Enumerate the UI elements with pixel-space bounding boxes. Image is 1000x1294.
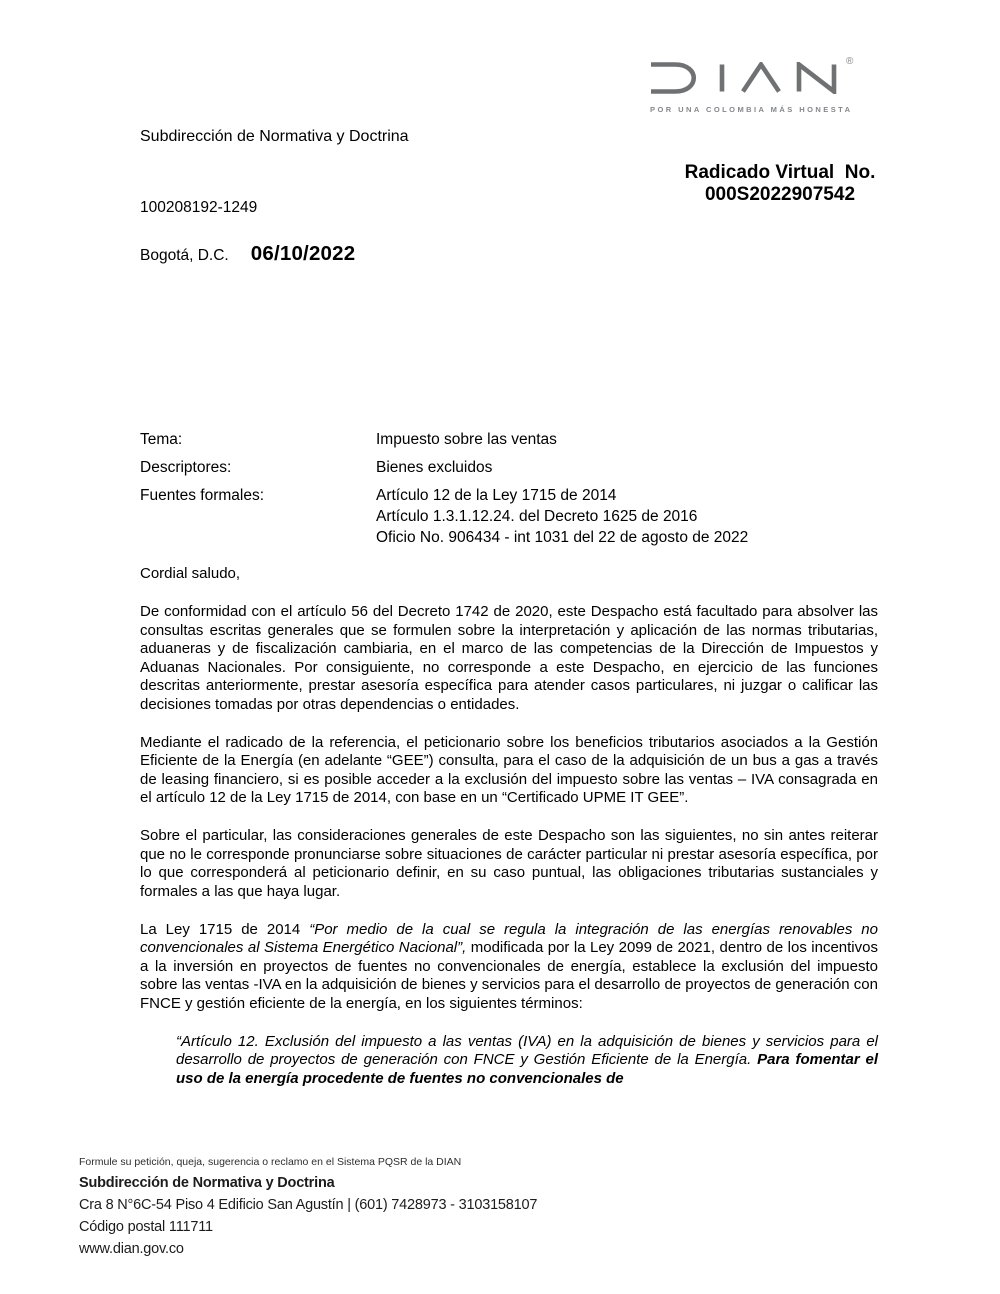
- logo-tagline: POR UNA COLOMBIA MÁS HONESTA: [650, 105, 853, 114]
- fuente-item: Artículo 1.3.1.12.24. del Decreto 1625 de 2016: [376, 508, 698, 525]
- footer-department: Subdirección de Normativa y Doctrina: [79, 1175, 335, 1191]
- department-heading: Subdirección de Normativa y Doctrina: [140, 128, 409, 145]
- descriptores-value: Bienes excluidos: [376, 459, 493, 476]
- quote-bold-italic-segment: Para fomentar el uso de la energía procedente de fuentes no convencionales de: [176, 1051, 879, 1087]
- legal-quote-articulo-12: [176, 1033, 878, 1089]
- descriptores-label: Descriptores:: [140, 459, 232, 476]
- text-segment: La Ley 1715 de 2014: [140, 920, 310, 938]
- quote-italic-segment: “Artículo 12. Exclusión del impuesto a las ventas (IVA) en la adquisición de bienes y servicios para el desarrollo de proyectos de generación con FNCE y Gestión Eficiente de la Energía.: [176, 1032, 878, 1068]
- page-footer: [79, 1156, 537, 1260]
- paragraph-competencia: De conformidad con el artículo 56 del Decreto 1742 de 2020, este Despacho está facultado para absolver las consultas escritas generales que se formulen sobre la interpretación y aplicación de las normas tributarias, aduaneras y de fiscalización cambiaria, en el marco de las competencias de la Dirección de Impuestos y Aduanas Nacionales. Por consiguiente, no corresponde a este Despacho, en ejercicio de las funciones descritas anteriormente, prestar asesoría específica para atender casos particulares, ni juzgar o calificar las decisiones tomadas por otras dependencias o entidades.: [140, 603, 878, 713]
- city-label: Bogotá, D.C.: [140, 247, 229, 264]
- dian-wordmark-icon: [650, 62, 845, 94]
- letter-a: [743, 65, 779, 92]
- tema-value: Impuesto sobre las ventas: [376, 431, 557, 448]
- metadata-table: [140, 429, 885, 555]
- document-date: 06/10/2022: [250, 242, 356, 265]
- date-line: [140, 242, 355, 266]
- letter-d: [651, 65, 694, 92]
- radicado-block: [630, 162, 930, 206]
- fuentes-values: [376, 485, 885, 548]
- paragraph-consulta: Mediante el radicado de la referencia, el peticionario sobre los beneficios tributarios asociados a la Gestión Eficiente de la Energía (en adelante “GEE”) consulta, para el caso de la adquisición de un bus a gas a través de leasing financiero, si es posible acceder a la exclusión del impuesto sobre las ventas – IVA consagrada en el artículo 12 de la Ley 1715 de 2014, con base en un “Certificado UPME IT GEE”.: [140, 733, 878, 806]
- fuente-item: Oficio No. 906434 - int 1031 del 22 de agosto de 2022: [376, 529, 749, 546]
- footer-website: www.dian.gov.co: [79, 1241, 184, 1257]
- letter-n: [799, 65, 834, 92]
- text-segment: modificada por la Ley 2099 de 2021, dentro de los incentivos a la inversión en proyectos de fuentes no convencionales de energía, establece la exclusión del impuesto sobre las ventas -IVA en la adquisición de bienes y servicios para el desarrollo de proyectos de generación con FNCE y gestión eficiente de la energía, en los siguientes términos:: [140, 939, 878, 1012]
- file-number: 100208192-1249: [140, 199, 258, 216]
- fuentes-label: Fuentes formales:: [140, 487, 265, 504]
- law-title-italic: “Por medio de la cual se regula la integración de las energías renovables no convencionales al Sistema Energético Nacional”,: [140, 920, 878, 956]
- tema-label: Tema:: [140, 431, 183, 448]
- paragraph-ley-1715: [140, 921, 878, 1014]
- footer-address: Cra 8 N°6C-54 Piso 4 Edificio San Agustín | (601) 7428973 - 3103158107: [79, 1197, 538, 1213]
- fuente-item: Artículo 12 de la Ley 1715 de 2014: [376, 487, 617, 504]
- radicado-label: Radicado Virtual No.: [684, 162, 876, 183]
- letter-body: [140, 565, 878, 1108]
- paragraph-consideraciones: Sobre el particular, las consideraciones generales de este Despacho son las siguientes, no sin antes reiterar que no le corresponde pronunciarse sobre situaciones de carácter particular ni prestar asesoría específica, por lo que corresponderá al peticionario definir, en su caso puntual, las obligaciones tributarias sustanciales y formales a las que haya lugar.: [140, 827, 878, 900]
- dian-logo: [650, 56, 855, 114]
- greeting: Cordial saludo,: [140, 565, 241, 582]
- registered-trademark-icon: ®: [846, 56, 854, 67]
- radicado-number: 000S2022907542: [704, 184, 856, 205]
- metadata-row-tema: [140, 429, 885, 450]
- footer-pqsr-line: Formule su petición, queja, sugerencia o reclamo en el Sistema PQSR de la DIAN: [79, 1156, 462, 1168]
- footer-postal-code: Código postal 111711: [79, 1219, 213, 1235]
- metadata-row-descriptores: [140, 457, 885, 478]
- metadata-row-fuentes: [140, 485, 885, 548]
